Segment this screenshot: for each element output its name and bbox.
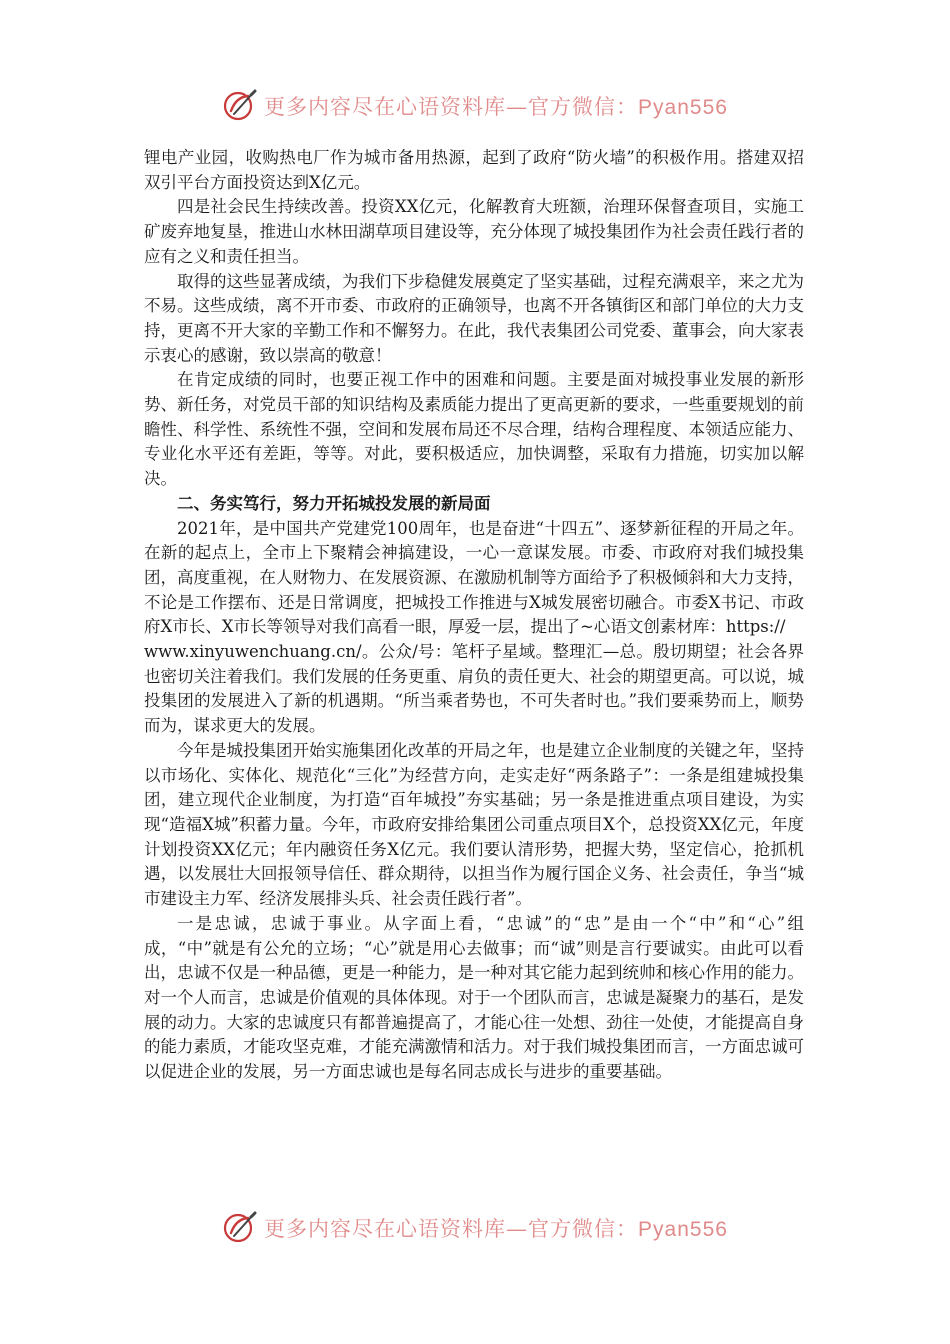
document-body: [144, 146, 804, 1085]
paragraph: 锂电产业园，收购热电厂作为城市备用热源，起到了政府“防火墙”的积极作用。搭建双招双引平台方面投资达到X亿元。: [144, 148, 804, 192]
wechat-id: Pyan556: [638, 1218, 728, 1241]
paragraph: www.xinyuwenchuang.cn/。公众/号：笔杆子星域。整理汇—总。殷切期望；社会各界也密切关注着我们。我们发展的任务更重、肩负的责任更大、社会的期望更高。可以说，城投集团的发展进入了新的机遇期。“所当乘者势也，不可失者时也。”我们要乘势而上，顺势而为，谋求更大的发展。: [144, 642, 804, 736]
section-heading: 二、务实笃行，努力开拓城投发展的新局面: [177, 493, 491, 513]
header-banner: [0, 84, 950, 128]
paragraph: 今年是城投集团开始实施集团化改革的开局之年，也是建立企业制度的关键之年，坚持以市场化、实体化、规范化“三化”为经营方向，走实走好“两条路子”：一条是组建城投集团，建立现代企业制度，为打造“百年城投”夯实基础；另一条是推进重点项目建设，为实现“造福X城”积蓄力量。今年，市政府安排给集团公司重点项目X个，总投资XX亿元，年度计划投资XX亿元；年内融资任务X亿元。我们要认清形势，把握大势，坚定信心，抢抓机遇，以发展壮大回报领导信任、群众期待，以担当作为履行国企义务、社会责任，争当“城市建设主力军、经济发展排头兵、社会责任践行者”。: [144, 740, 804, 909]
footer-banner: [0, 1206, 950, 1250]
paragraph: 四是社会民生持续改善。投资XX亿元，化解教育大班额，治理环保督查项目，实施工矿废弃地复垦，推进山水林田湖草项目建设等，充分体现了城投集团作为社会责任践行者的应有之义和责任担当。: [144, 197, 804, 266]
banner-text: [264, 1213, 728, 1243]
banner-label: 更多内容尽在心语资料库—官方微信：: [264, 95, 639, 119]
logo-icon: [222, 88, 258, 124]
banner-text: [264, 91, 728, 121]
paragraph: 一是忠诚，忠诚于事业。从字面上看，“忠诚”的“忠”是由一个“中”和“心”组成，“中”就是有公允的立场；“心”就是用心去做事；而“诚”则是言行要诚实。由此可以看出，忠诚不仅是一种品德，更是一种能力，是一种对其它能力起到统帅和核心作用的能力。对一个人而言，忠诚是价值观的具体体现。对于一个团队而言，忠诚是凝聚力的基石，是发展的动力。大家的忠诚度只有都普遍提高了，才能心往一处想、劲往一处使，才能提高自身的能力素质，才能攻坚克难，才能充满激情和活力。对于我们城投集团而言，一方面忠诚可以促进企业的发展，另一方面忠诚也是每名同志成长与进步的重要基础。: [144, 913, 804, 1082]
paragraph: 取得的这些显著成绩，为我们下步稳健发展奠定了坚实基础，过程充满艰辛，来之尤为不易。这些成绩，离不开市委、市政府的正确领导，也离不开各镇街区和部门单位的大力支持，更离不开大家的辛勤工作和不懈努力。在此，我代表集团公司党委、董事会，向大家表示衷心的感谢，致以崇高的敬意！: [144, 271, 804, 365]
wechat-id: Pyan556: [638, 96, 728, 119]
logo-icon: [222, 1210, 258, 1246]
paragraph: 2021年，是中国共产党建党100周年，也是奋进“十四五”、逐梦新征程的开局之年。在新的起点上，全市上下聚精会神搞建设，一心一意谋发展。市委、市政府对我们城投集团，高度重视，在人财物力、在发展资源、在激励机制等方面给予了积极倾斜和大力支持，不论是工作摆布、还是日常调度，把城投工作推进与X城发展密切融合。市委X书记、市政府X市长、X市长等领导对我们高看一眼，厚爱一层，提出了~心语文创素材库：https://: [144, 518, 804, 637]
paragraph: 在肯定成绩的同时，也要正视工作中的困难和问题。主要是面对城投事业发展的新形势、新任务，对党员干部的知识结构及素质能力提出了更高更新的要求，一些重要规划的前瞻性、科学性、系统性不强，空间和发展布局还不尽合理，结构合理程度、本领适应能力、专业化水平还有差距，等等。对此，要积极适应，加快调整，采取有力措施，切实加以解决。: [144, 370, 804, 489]
banner-label: 更多内容尽在心语资料库—官方微信：: [264, 1217, 639, 1241]
